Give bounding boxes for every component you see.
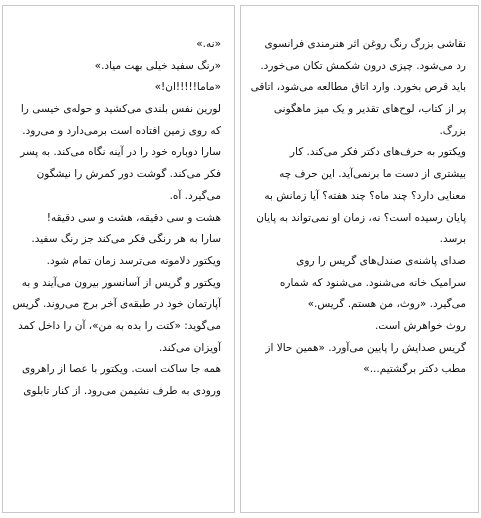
text-line: آپارتمان خود در طبقه‌ی آخر برج می‌روند. گریس xyxy=(12,298,221,311)
text-line: سارا دوباره خود را در آینه نگاه می‌کند. به پسر xyxy=(20,146,221,159)
text-line: «نه.» xyxy=(196,38,221,50)
text-line: رد می‌شود. چیزی درون شکمش تکان می‌خورد. xyxy=(260,59,466,72)
text-line: همه جا ساکت است. ویکتور با عصا از راهروی xyxy=(21,363,221,376)
text-line: «رنگ سفید خیلی بهت میاد.» xyxy=(94,59,221,72)
text-line: گریس صدایش را پایین می‌آورد. «همین حالا از xyxy=(265,341,466,354)
text-line: روث خواهرش است. xyxy=(374,319,466,332)
text-line: مطب دکتر برگشتیم...» xyxy=(363,363,466,376)
left-page xyxy=(2,5,235,513)
text-line: بزرگ. xyxy=(439,124,466,137)
text-line: لورین نفس بلندی می‌کشید و حوله‌ی خیسی را xyxy=(20,103,221,116)
text-line: می‌گوید: «کتت را بده به من»، آن را داخل کمد xyxy=(18,319,221,332)
left-page-text xyxy=(12,34,221,403)
text-line: فکر می‌کند. گوشت دور کمرش را نیشگون xyxy=(36,168,221,181)
text-line: باید قرص بخورد. وارد اتاق مطالعه می‌شود، اتاقی xyxy=(250,81,466,94)
text-line: ویکتور به حرف‌های دکتر فکر می‌کند. کار xyxy=(289,146,466,159)
text-line: آویزان می‌کند. xyxy=(158,341,221,354)
text-line: ویکتور دلاموته می‌ترسد زمان تمام شود. xyxy=(46,254,221,267)
text-line: پر از کتاب، لوح‌های تقدیر و یک میز ماهگونی xyxy=(273,103,466,116)
text-line: نقاشی بزرگ رنگ روغن اثر هنرمندی فرانسوی xyxy=(264,38,466,50)
text-line: که روی زمین افتاده است برمی‌دارد و می‌رود. xyxy=(22,124,221,137)
text-line: هشت و سی دقیقه، هشت و سی دقیقه! xyxy=(46,211,221,224)
text-line: بیشتری از دست ما برنمی‌آید. این حرف چه xyxy=(279,168,466,181)
text-line: می‌گیرد. «روث، من هستم. گریس.» xyxy=(307,298,466,311)
text-line: ویکتور و گریس از آسانسور بیرون می‌آیند و به xyxy=(21,276,221,289)
text-line: سرامیک خانه می‌شنود. می‌شنود که شماره xyxy=(279,276,466,289)
right-page xyxy=(240,5,479,513)
text-line: معنایی دارد؟ چند ماه؟ چند هفته؟ آیا زمانش به xyxy=(264,189,466,202)
right-page-text xyxy=(250,34,466,381)
text-line: سارا به هر رنگی فکر می‌کند جز رنگ سفید. xyxy=(31,233,221,246)
text-line: پایان رسیده است؟ نه، زمان او نمی‌تواند به پایان xyxy=(256,211,466,224)
text-line: صدای پاشنه‌ی صندل‌های گریس را روی xyxy=(296,254,466,267)
text-line: ورودی به طرف نشیمن می‌رود. از کنار تابلوی xyxy=(23,385,221,397)
text-line: می‌گیرد. آه. xyxy=(169,189,221,202)
text-line: برسد. xyxy=(439,233,466,246)
text-line: «ماما!!!!!ان!» xyxy=(154,81,221,94)
